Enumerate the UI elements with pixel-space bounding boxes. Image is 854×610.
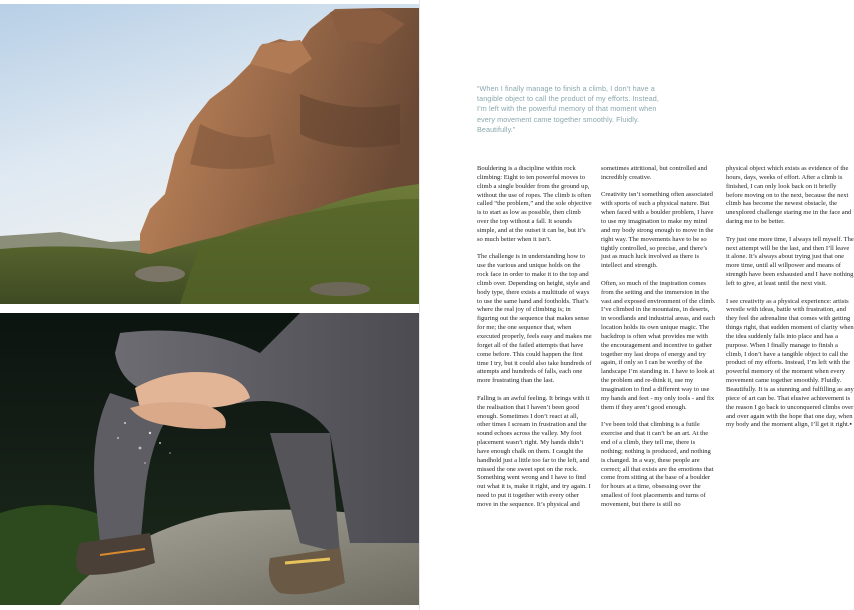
paragraph: Bouldering is a discipline within rock climbing: Eight to ten powerful moves to climb a single boulder from the ground up, without the use of ropes. The climb is often called “the problem,” and the sole objective is to start as low as possible, then climb over the top without a fall. It sounds simple, and at the outset it can be, but it’s so much better when it isn’t. (477, 165, 592, 243)
text-column-2 (601, 165, 716, 519)
paragraph: The challenge is in understanding how to use the various and unique holds on the rock face in order to make it to the top and climb over. Depending on height, style and body type, there exists a multitude of ways to use the same hand and footholds. That’s where the real joy of climbing is; in figuring out the sequence that makes sense for me; the one sequence that, when executed properly, feels easy and makes me forget all of the failed attempts that have come before. This could happen the first time I try, but it could also take hundreds of attempts and hundreds of falls, each one more frustrating than the last. (477, 253, 592, 385)
rock-formation-photo (0, 4, 419, 304)
paragraph: Try just one more time, I always tell myself. The next attempt will be the last, and then I’ll leave it alone. It’s always about trying just that one more time, until all willpower and means of strength have been exhausted and I have nothing left to give, at least until the next visit. (726, 235, 854, 287)
paragraph: sometimes attritional, but controlled and incredibly creative. (601, 165, 708, 181)
climber-chalk-hands-photo (0, 313, 419, 605)
text-column-3 (726, 165, 854, 439)
landscape-photo-icon (0, 4, 419, 304)
paragraph: I see creativity as a physical experience: artists wrestle with ideas, battle with frustration, and they feel the adrenaline that comes with getting things right, that sudden moment of clarity when the idea suddenly falls into place and has a purpose. When I finally manage to finish a climb, I don’t have a tangible object to call the product of my efforts. Instead, I’m left with the powerful memory of the moment when every movement came together smoothly. Fluidly. Beautifully. It is as stunning and fulfilling as any piece of art can be. That elusive achievement is the reason I go back to unconquered climbs over and over again with the hope that one day, when my body and the moment align, I’ll get it right.▪ (726, 297, 854, 429)
paragraph: Falling is an awful feeling. It brings with it the realisation that I haven’t been good enough. Sometimes I don’t react at all, other times I scream in frustration and the sound echoes across the valley. My foot placement wasn’t right. My hands didn’t have enough chalk on them. I caught the handhold just a little too far to the left, and missed the one sweet spot on the rock. Something went wrong and I have to find out what it is, make it right, and try again. I need to put it together with every other move in the sequence. It’s physical and (477, 394, 591, 508)
left-page (0, 0, 419, 610)
text-column-1 (477, 165, 592, 519)
paragraph: I’ve been told that climbing is a futile exercise and that it can’t be an art. At the end of a climb, they tell me, there is nothing; nothing is produced, and nothing is changed. In a way, these people are correct; all that exists are the emotions that come from sitting at the base of a boulder for hours at a time, obsessing over the smallest of foot placements and turns of movement, but there is still no (601, 421, 714, 508)
paragraph: Often, so much of the inspiration comes from the setting and the immersion in the vast and exposed environment of the climb. I’ve climbed in the mountains, in deserts, in woodlands and industrial areas, and each location holds its own unique magic. The backdrop is often what provides me with the encouragement and incentive to gather together my last drops of energy and try again, if only so I can be worthy of the landscape I’m standing in. I have to look at the problem and re-think it, use my imagination to find a different way to use my hands and feet - my only tools - and fix them if they aren’t good enough. (601, 279, 716, 411)
pull-quote: “When I finally manage to finish a climb, I don’t have a tangible object to call the product of my efforts. Instead, I’m left with the powerful memory of that moment when every movement came together smoothly. Fluidly. Beautifully.” (477, 84, 659, 134)
paragraph: Creativity isn’t something often associated with sports of such a physical nature. But when faced with a boulder problem, I have to use my imagination to make my mind and my body strong enough to move in the right way. The movements have to be so tightly controlled, so precise, and there’s just as much luck involved as there is intellect and strength. (601, 191, 714, 270)
paragraph: physical object which exists as evidence of the hours, days, weeks of effort. After a climb is finished, I can only look back on it briefly before moving on to the next, because the next climb has become the newest obstacle, the unexplored challenge staring me in the face and daring me to be better. (726, 165, 852, 226)
climber-photo-icon (0, 313, 419, 605)
right-page (420, 0, 854, 610)
